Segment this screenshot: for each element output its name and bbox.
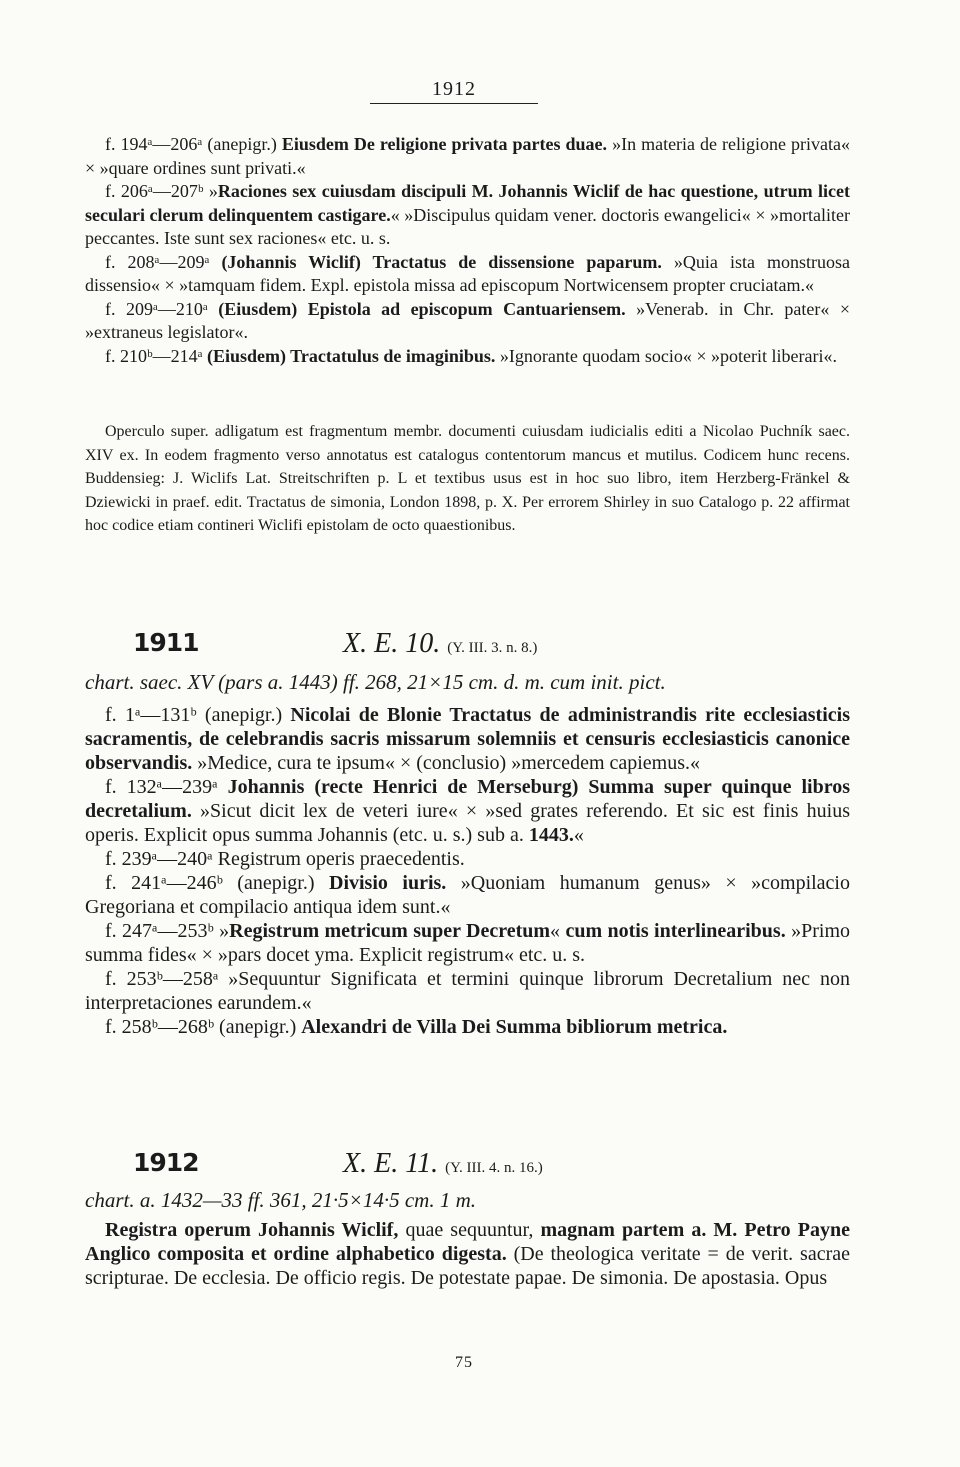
record-description: chart. a. 1432—33 ff. 361, 21·5×14·5 cm. 1 m. — [85, 1188, 476, 1212]
record-signature: X. E. 10. (Y. III. 3. n. 8.) — [343, 628, 538, 659]
codex-note — [85, 420, 850, 538]
entry-line: f. 247ᵃ—253ᵇ »Registrum metricum super Decretum« cum notis interlinearibus. »Primo summa fides« × »pars docet yma. Explicit registrum« etc. u. s. — [85, 920, 850, 966]
record-old-signature: (Y. III. 4. n. 16.) — [445, 1160, 543, 1176]
folio-number: 75 — [455, 1354, 473, 1371]
record-old-signature: (Y. III. 3. n. 8.) — [447, 640, 538, 656]
entry-list-1911 — [85, 703, 850, 1039]
record-header-1911 — [85, 628, 850, 662]
entry-line: f. 253ᵇ—258ᵃ »Sequuntur Significata et termini quinque librorum Decretalium nec non interpretaciones earundem.« — [85, 968, 850, 1014]
note-text: Operculo super. adligatum est fragmentum membr. documenti cuiusdam iudicialis editi a Nicolao Puchník saec. XIV ex. In eodem fragmento verso annotatus est catalogus contentorum mancus et mutilus. Codicem hunc recens. Buddensieg: J. Wiclifs Lat. Streitschriften p. L et textibus usus est in hoc suo libro, item Herzberg-Fränkel & Dziewicki in praef. edit. Tractatus de simonia, London 1898, p. X. Per errorem Shirley in suo Catalogo p. 22 affirmat hoc codice etiam contineri Wiclifi epistolam de octo quaestionibus. — [85, 423, 850, 534]
entry-line: f. 206ᵃ—207ᵇ »Raciones sex cuiusdam discipuli M. Johannis Wiclif de hac questione, utrum licet seculari clerum delinquentem castigare.« »Discipulus quidam vener. doctoris ewangelici« × »mortaliter peccantes. Iste sunt sex raciones« etc. u. s. — [85, 181, 850, 248]
record-signature: X. E. 11. (Y. III. 4. n. 16.) — [343, 1148, 543, 1179]
entry-line: Registra operum Johannis Wiclif, quae sequuntur, magnam partem a. M. Petro Payne Anglico composita et ordine alphabetico digesta. (De theologica veritate = de verit. sacrae scripturae. De ecclesia. De officio regis. De potestate papae. De simonia. De apostasia. Opus — [85, 1219, 850, 1289]
record-description: chart. saec. XV (pars a. 1443) ff. 268, 21×15 cm. d. m. cum init. pict. — [85, 670, 666, 694]
entry-line: f. 209ᵃ—210ᵃ (Eiusdem) Epistola ad episcopum Cantuariensem. »Venerab. in Chr. pater« × »extraneus legislator«. — [85, 298, 850, 342]
record-number: 1912 — [133, 1148, 199, 1177]
running-head-page-number: 1912 — [370, 78, 538, 104]
entry-line: f. 241ᵃ—246ᵇ (anepigr.) Divisio iuris. »Quoniam humanum genus» × »compilacio Gregoriana et compilacio antiqua idem sunt.« — [85, 872, 850, 918]
entry-line: f. 208ᵃ—209ᵃ (Johannis Wiclif) Tractatus de dissensione paparum. »Quia ista monstruosa dissensio« × »tamquam fidem. Expl. epistola missa ad episcopum Nortwicensem propter cruciatam.« — [85, 251, 851, 295]
entry-line: f. 210ᵇ—214ᵃ (Eiusdem) Tractatulus de imaginibus. »Ignorante quodam socio« × »poterit liberari«. — [105, 345, 837, 366]
entry-list-previous — [85, 133, 850, 368]
entry-line: f. 239ᵃ—240ᵃ Registrum operis praecedentis. — [105, 848, 465, 870]
entry-list-1912 — [85, 1218, 850, 1290]
record-header-1912 — [85, 1148, 850, 1182]
entry-line: f. 132ᵃ—239ᵃ Johannis (recte Henrici de Merseburg) Summa super quinque libros decretalium. »Sicut dicit lex de veteri iure« × »sed grates referendo. Et sic est finis huius operis. Explicit opus summa Johannis (etc. u. s.) sub a. 1443.« — [85, 776, 850, 846]
entry-line: f. 194ᵃ—206ᵃ (anepigr.) Eiusdem De religione privata partes duae. »In materia de religione privata« × »quare ordines sunt privati.« — [85, 134, 851, 178]
entry-line: f. 258ᵇ—268ᵇ (anepigr.) Alexandri de Villa Dei Summa bibliorum metrica. — [105, 1016, 728, 1038]
entry-line: f. 1ᵃ—131ᵇ (anepigr.) Nicolai de Blonie Tractatus de administrandis rite ecclesiasticis sacramentis, de celebrandis sacris missarum solemniis et censuris ecclesiasticis canonice observandis. »Medice, cura te ipsum« × (conclusio) »mercedem capiemus.« — [85, 704, 850, 774]
record-number: 1911 — [133, 628, 199, 657]
